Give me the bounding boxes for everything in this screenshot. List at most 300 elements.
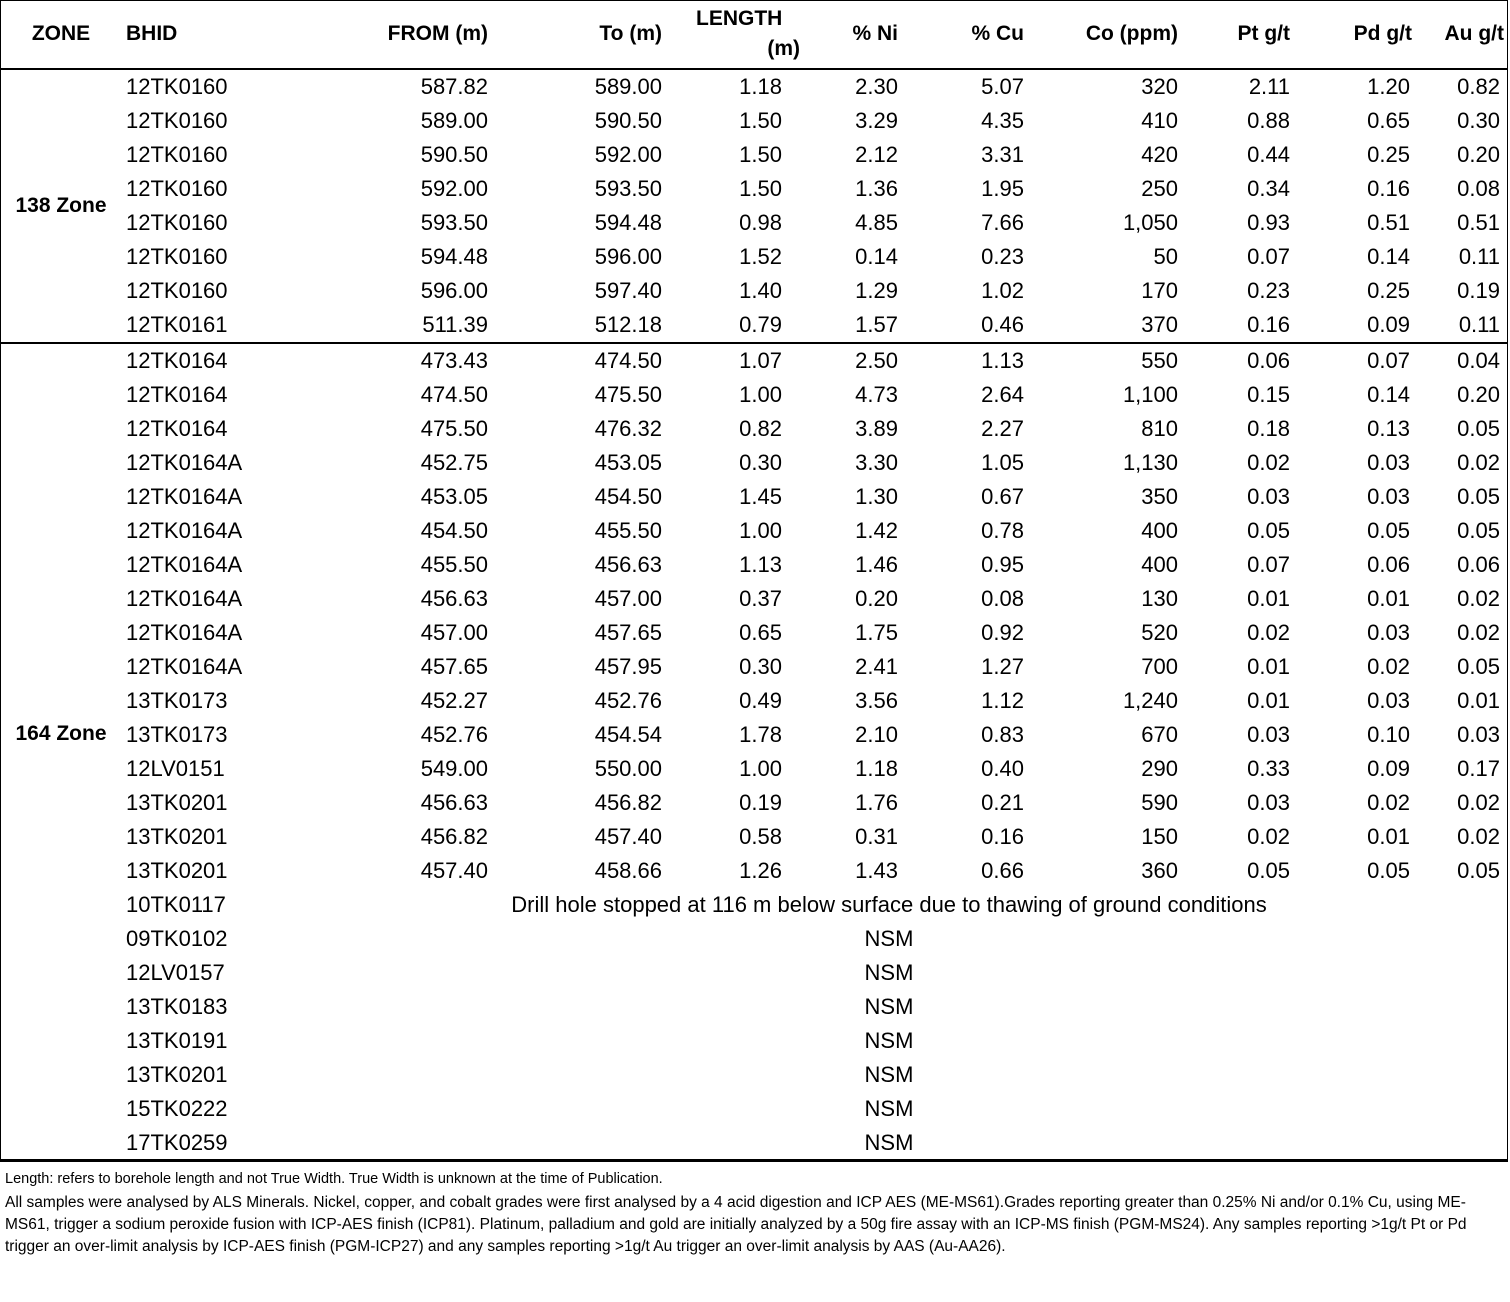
cell-from: 452.76 (420, 722, 488, 747)
table-row (0, 412, 1508, 446)
cell-co: 400 (1141, 518, 1178, 543)
cell-ni: 0.31 (855, 824, 898, 849)
cell-pd: 0.01 (1367, 586, 1410, 611)
cell-length: 1.00 (739, 756, 782, 781)
cell-length: 1.13 (739, 552, 782, 577)
cell-bhid: 12TK0164 (126, 416, 228, 441)
cell-cu: 0.40 (981, 756, 1024, 781)
cell-au: 0.02 (1457, 620, 1500, 645)
cell-from: 549.00 (420, 756, 488, 781)
cell-au: 0.04 (1457, 348, 1500, 373)
table-row (0, 138, 1508, 172)
table-row-note (0, 1126, 1508, 1161)
cell-from: 590.50 (420, 142, 488, 167)
cell-cu: 5.07 (981, 74, 1024, 99)
cell-au: 0.30 (1457, 108, 1500, 133)
cell-remark: NSM (864, 1028, 914, 1053)
cell-co: 1,240 (1122, 688, 1178, 713)
header-zone: ZONE (0, 0, 122, 69)
cell-au: 0.19 (1457, 278, 1500, 303)
cell-from: 456.63 (420, 790, 488, 815)
cell-pd: 0.07 (1367, 348, 1410, 373)
cell-cu: 1.95 (981, 176, 1024, 201)
cell-ni: 1.46 (855, 552, 898, 577)
cell-cu: 1.02 (981, 278, 1024, 303)
cell-length: 1.26 (739, 858, 782, 883)
cell-pd: 0.06 (1367, 552, 1410, 577)
cell-co: 1,130 (1122, 450, 1178, 475)
cell-ni: 2.30 (855, 74, 898, 99)
cell-bhid: 12TK0164 (126, 348, 228, 373)
cell-remark: NSM (864, 1062, 914, 1087)
cell-bhid: 12TK0164A (126, 484, 243, 509)
cell-pd: 0.03 (1367, 620, 1410, 645)
table-row (0, 104, 1508, 138)
cell-cu: 1.05 (981, 450, 1024, 475)
cell-pt: 0.15 (1247, 382, 1290, 407)
cell-pd: 0.25 (1367, 278, 1410, 303)
table-row (0, 582, 1508, 616)
header-row (0, 0, 1508, 69)
cell-pt: 0.23 (1247, 278, 1290, 303)
cell-ni: 1.76 (855, 790, 898, 815)
cell-cu: 0.16 (981, 824, 1024, 849)
table-row-note (0, 922, 1508, 956)
cell-length: 1.00 (739, 382, 782, 407)
cell-length: 1.45 (739, 484, 782, 509)
table-row (0, 684, 1508, 718)
table-row (0, 548, 1508, 582)
cell-ni: 3.29 (855, 108, 898, 133)
cell-co: 1,050 (1122, 210, 1178, 235)
cell-bhid: 13TK0201 (126, 1062, 228, 1087)
cell-length: 1.78 (739, 722, 782, 747)
cell-length: 1.52 (739, 244, 782, 269)
cell-from: 453.05 (420, 484, 488, 509)
cell-ni: 2.50 (855, 348, 898, 373)
cell-au: 0.02 (1457, 790, 1500, 815)
cell-from: 456.63 (420, 586, 488, 611)
cell-bhid: 09TK0102 (126, 926, 228, 951)
cell-from: 593.50 (420, 210, 488, 235)
cell-to: 457.65 (594, 620, 662, 645)
cell-pd: 0.02 (1367, 654, 1410, 679)
table-row (0, 480, 1508, 514)
cell-ni: 1.57 (810, 308, 932, 343)
header-co: Co (ppm) (1052, 0, 1192, 69)
cell-pd: 0.13 (1367, 416, 1410, 441)
cell-pt: 0.05 (1247, 518, 1290, 543)
cell-pt: 0.44 (1247, 142, 1290, 167)
cell-ni: 4.73 (855, 382, 898, 407)
cell-to: 457.00 (594, 586, 662, 611)
header-cu: % Cu (932, 0, 1052, 69)
cell-bhid: 12TK0161 (122, 308, 270, 343)
cell-pt: 0.01 (1247, 586, 1290, 611)
cell-ni: 1.30 (855, 484, 898, 509)
cell-to: 594.48 (594, 210, 662, 235)
table-row-note (0, 990, 1508, 1024)
cell-from: 457.40 (420, 858, 488, 883)
cell-pd: 0.03 (1367, 484, 1410, 509)
cell-length: 1.50 (739, 108, 782, 133)
cell-co: 550 (1141, 348, 1178, 373)
cell-to: 455.50 (594, 518, 662, 543)
cell-remark: NSM (864, 926, 914, 951)
cell-co: 50 (1153, 244, 1178, 269)
cell-cu: 0.23 (981, 244, 1024, 269)
cell-bhid: 13TK0201 (126, 824, 228, 849)
cell-from: 592.00 (420, 176, 488, 201)
cell-to: 452.76 (594, 688, 662, 713)
cell-pt: 0.34 (1247, 176, 1290, 201)
cell-bhid: 12TK0164 (126, 382, 228, 407)
cell-ni: 3.30 (855, 450, 898, 475)
header-bhid: BHID (122, 0, 270, 69)
cell-pd: 0.51 (1367, 210, 1410, 235)
cell-pt: 0.02 (1247, 620, 1290, 645)
cell-co: 170 (1141, 278, 1178, 303)
cell-bhid: 17TK0259 (122, 1126, 270, 1161)
cell-cu: 0.95 (981, 552, 1024, 577)
table-row (0, 274, 1508, 308)
cell-from: 457.00 (420, 620, 488, 645)
cell-co: 130 (1141, 586, 1178, 611)
cell-pd: 0.02 (1367, 790, 1410, 815)
header-to: To (m) (516, 0, 688, 69)
cell-remark: Drill hole stopped at 116 m below surface due to thawing of ground conditions (511, 892, 1267, 917)
cell-bhid: 12TK0164A (126, 586, 243, 611)
cell-to: 458.66 (594, 858, 662, 883)
table-row (0, 446, 1508, 480)
cell-to: 512.18 (516, 308, 688, 343)
cell-ni: 2.10 (855, 722, 898, 747)
cell-pd: 0.01 (1367, 824, 1410, 849)
table-row (0, 650, 1508, 684)
cell-cu: 0.83 (981, 722, 1024, 747)
cell-remark: NSM (864, 1096, 914, 1121)
cell-from: 456.82 (420, 824, 488, 849)
cell-remark: NSM (864, 994, 914, 1019)
cell-ni: 1.29 (855, 278, 898, 303)
cell-bhid: 12LV0157 (126, 960, 225, 985)
cell-pd: 0.09 (1318, 308, 1438, 343)
cell-pt: 0.88 (1247, 108, 1290, 133)
cell-cu: 0.46 (932, 308, 1052, 343)
zone-label: 164 Zone (0, 343, 122, 1161)
cell-pt: 0.07 (1247, 244, 1290, 269)
cell-pd: 0.09 (1367, 756, 1410, 781)
cell-co: 590 (1141, 790, 1178, 815)
cell-pt: 0.06 (1247, 348, 1290, 373)
cell-to: 457.40 (594, 824, 662, 849)
cell-au: 0.20 (1457, 142, 1500, 167)
cell-to: 592.00 (594, 142, 662, 167)
cell-co: 400 (1141, 552, 1178, 577)
cell-from: 587.82 (420, 74, 488, 99)
cell-length: 1.40 (739, 278, 782, 303)
cell-from: 452.75 (420, 450, 488, 475)
cell-cu: 0.08 (981, 586, 1024, 611)
table-row (0, 820, 1508, 854)
cell-co: 1,100 (1122, 382, 1178, 407)
cell-cu: 3.31 (981, 142, 1024, 167)
cell-pt: 0.02 (1247, 450, 1290, 475)
cell-bhid: 12TK0160 (126, 244, 228, 269)
cell-bhid: 13TK0173 (126, 722, 228, 747)
table-row (0, 172, 1508, 206)
cell-co: 360 (1141, 858, 1178, 883)
cell-co: 150 (1141, 824, 1178, 849)
cell-ni: 3.56 (855, 688, 898, 713)
zone-label: 138 Zone (0, 69, 122, 343)
footnote-length: Length: refers to borehole length and not True Width. True Width is unknown at the time of Publication. (5, 1171, 663, 1187)
cell-au: 0.05 (1457, 858, 1500, 883)
table-row-note (0, 1024, 1508, 1058)
cell-to: 456.82 (594, 790, 662, 815)
cell-to: 474.50 (594, 348, 662, 373)
cell-pt: 0.03 (1247, 722, 1290, 747)
cell-pt: 2.11 (1248, 74, 1290, 99)
header-pt: Pt g/t (1192, 0, 1318, 69)
cell-from: 473.43 (420, 348, 488, 373)
cell-pd: 0.65 (1367, 108, 1410, 133)
cell-to: 596.00 (594, 244, 662, 269)
cell-cu: 0.78 (981, 518, 1024, 543)
cell-pt: 0.33 (1247, 756, 1290, 781)
cell-bhid: 12TK0160 (126, 74, 228, 99)
table-row (0, 514, 1508, 548)
cell-remark: NSM (270, 1126, 1508, 1161)
cell-bhid: 12TK0164A (126, 654, 243, 679)
cell-to: 475.50 (594, 382, 662, 407)
cell-pt: 0.93 (1247, 210, 1290, 235)
cell-au: 0.02 (1457, 586, 1500, 611)
cell-ni: 0.20 (855, 586, 898, 611)
cell-au: 0.01 (1457, 688, 1500, 713)
cell-from: 511.39 (270, 308, 516, 343)
cell-bhid: 13TK0201 (126, 790, 228, 815)
cell-to: 457.95 (594, 654, 662, 679)
cell-ni: 4.85 (855, 210, 898, 235)
cell-bhid: 10TK0117 (126, 892, 226, 917)
table-row (0, 752, 1508, 786)
cell-pd: 0.05 (1367, 518, 1410, 543)
cell-length: 1.50 (739, 176, 782, 201)
header-length-line1: LENGTH (696, 7, 783, 30)
header-length (688, 0, 810, 69)
cell-co: 520 (1141, 620, 1178, 645)
cell-from: 474.50 (420, 382, 488, 407)
cell-bhid: 12TK0164A (126, 518, 243, 543)
cell-length: 0.82 (739, 416, 782, 441)
cell-co: 370 (1052, 308, 1192, 343)
cell-pt: 0.01 (1247, 688, 1290, 713)
cell-bhid: 12TK0164A (126, 620, 243, 645)
cell-co: 250 (1141, 176, 1178, 201)
cell-ni: 1.42 (855, 518, 898, 543)
table-row (0, 616, 1508, 650)
cell-au: 0.05 (1457, 416, 1500, 441)
cell-cu: 0.67 (981, 484, 1024, 509)
cell-au: 0.02 (1457, 824, 1500, 849)
footnotes (5, 1168, 1505, 1258)
cell-from: 455.50 (420, 552, 488, 577)
cell-remark: NSM (864, 960, 914, 985)
cell-au: 0.11 (1438, 308, 1508, 343)
cell-length: 0.30 (739, 450, 782, 475)
header-pd: Pd g/t (1318, 0, 1438, 69)
cell-ni: 0.14 (855, 244, 898, 269)
cell-cu: 1.12 (981, 688, 1024, 713)
cell-bhid: 12TK0160 (126, 278, 228, 303)
cell-ni: 3.89 (855, 416, 898, 441)
cell-pd: 1.20 (1367, 74, 1410, 99)
cell-bhid: 12TK0164A (126, 552, 243, 577)
table-row-note (0, 888, 1508, 922)
cell-co: 810 (1141, 416, 1178, 441)
cell-to: 597.40 (594, 278, 662, 303)
table-row (0, 206, 1508, 240)
cell-length: 0.49 (739, 688, 782, 713)
header-ni: % Ni (810, 0, 932, 69)
cell-to: 550.00 (594, 756, 662, 781)
cell-au: 0.05 (1457, 484, 1500, 509)
cell-pt: 0.03 (1247, 484, 1290, 509)
cell-cu: 0.92 (981, 620, 1024, 645)
cell-bhid: 15TK0222 (126, 1096, 228, 1121)
cell-cu: 2.64 (981, 382, 1024, 407)
cell-co: 670 (1141, 722, 1178, 747)
cell-length: 0.98 (739, 210, 782, 235)
footnote-analysis: All samples were analysed by ALS Minerals. Nickel, copper, and cobalt grades were first analysed by a 4 acid digestion and ICP AES (ME-MS61).Grades reporting greater than 0.25% Ni and/or 0.1% Cu, using ME-MS61, trigger a sodium peroxide fusion with ICP-AES finish (ICP81). Platinum, palladium and gold are initially analyzed by a 50g fire assay with an ICP-MS finish (PGM-MS24). Any samples reporting >1g/t Pt or Pd trigger an over-limit analysis by ICP-AES finish (PGM-ICP27) and any samples reporting >1g/t Au trigger an over-limit analysis by AAS (Au-AA26). (5, 1194, 1467, 1255)
cell-au: 0.82 (1457, 74, 1500, 99)
cell-length: 0.79 (688, 308, 810, 343)
cell-ni: 1.75 (855, 620, 898, 645)
table-row (0, 240, 1508, 274)
cell-to: 454.50 (594, 484, 662, 509)
cell-pt: 0.05 (1247, 858, 1290, 883)
cell-co: 410 (1141, 108, 1178, 133)
cell-cu: 1.27 (981, 654, 1024, 679)
cell-cu: 7.66 (981, 210, 1024, 235)
cell-length: 0.65 (739, 620, 782, 645)
cell-pt: 0.07 (1247, 552, 1290, 577)
table-row-note (0, 1058, 1508, 1092)
cell-cu: 1.13 (981, 348, 1024, 373)
cell-length: 0.58 (739, 824, 782, 849)
cell-length: 0.30 (739, 654, 782, 679)
cell-pd: 0.25 (1367, 142, 1410, 167)
cell-cu: 4.35 (981, 108, 1024, 133)
cell-pd: 0.14 (1367, 244, 1410, 269)
table-row (0, 308, 1508, 343)
cell-pt: 0.16 (1192, 308, 1318, 343)
cell-length: 1.18 (739, 74, 782, 99)
cell-length: 0.37 (739, 586, 782, 611)
cell-co: 290 (1141, 756, 1178, 781)
cell-au: 0.05 (1457, 654, 1500, 679)
cell-pd: 0.16 (1367, 176, 1410, 201)
cell-au: 0.11 (1458, 244, 1500, 269)
cell-au: 0.03 (1457, 722, 1500, 747)
cell-from: 457.65 (420, 654, 488, 679)
cell-bhid: 12TK0160 (126, 108, 228, 133)
header-au: Au g/t (1438, 0, 1508, 69)
cell-bhid: 12TK0160 (126, 142, 228, 167)
header-from: FROM (m) (270, 0, 516, 69)
cell-length: 1.07 (739, 348, 782, 373)
cell-pt: 0.18 (1247, 416, 1290, 441)
cell-au: 0.02 (1457, 450, 1500, 475)
cell-pd: 0.03 (1367, 688, 1410, 713)
cell-pd: 0.10 (1367, 722, 1410, 747)
cell-bhid: 13TK0183 (126, 994, 228, 1019)
cell-to: 454.54 (594, 722, 662, 747)
cell-ni: 2.41 (855, 654, 898, 679)
cell-pt: 0.01 (1247, 654, 1290, 679)
cell-bhid: 13TK0191 (126, 1028, 228, 1053)
cell-co: 320 (1141, 74, 1178, 99)
table-row (0, 854, 1508, 888)
cell-au: 0.05 (1457, 518, 1500, 543)
table-row (0, 378, 1508, 412)
cell-to: 476.32 (594, 416, 662, 441)
table-row-note (0, 956, 1508, 990)
cell-pd: 0.03 (1367, 450, 1410, 475)
cell-bhid: 12LV0151 (126, 756, 225, 781)
cell-to: 589.00 (594, 74, 662, 99)
cell-from: 475.50 (420, 416, 488, 441)
cell-from: 454.50 (420, 518, 488, 543)
cell-ni: 1.43 (855, 858, 898, 883)
header-length-line2: (m) (767, 37, 800, 60)
table-row (0, 786, 1508, 820)
cell-ni: 2.12 (855, 142, 898, 167)
cell-bhid: 13TK0173 (126, 688, 228, 713)
cell-au: 0.06 (1457, 552, 1500, 577)
cell-from: 589.00 (420, 108, 488, 133)
cell-ni: 1.36 (855, 176, 898, 201)
cell-cu: 0.66 (981, 858, 1024, 883)
cell-pt: 0.02 (1247, 824, 1290, 849)
table-row (0, 343, 1508, 378)
cell-au: 0.08 (1457, 176, 1500, 201)
cell-bhid: 13TK0201 (126, 858, 228, 883)
cell-au: 0.51 (1457, 210, 1500, 235)
cell-to: 590.50 (594, 108, 662, 133)
cell-length: 1.00 (739, 518, 782, 543)
cell-from: 452.27 (420, 688, 488, 713)
cell-length: 1.50 (739, 142, 782, 167)
cell-au: 0.17 (1457, 756, 1500, 781)
cell-bhid: 12TK0160 (126, 176, 228, 201)
table-row (0, 69, 1508, 104)
cell-pd: 0.14 (1367, 382, 1410, 407)
table-row-note (0, 1092, 1508, 1126)
cell-to: 456.63 (594, 552, 662, 577)
cell-cu: 2.27 (981, 416, 1024, 441)
cell-co: 420 (1141, 142, 1178, 167)
cell-from: 594.48 (420, 244, 488, 269)
cell-cu: 0.21 (981, 790, 1024, 815)
cell-bhid: 12TK0160 (126, 210, 228, 235)
cell-co: 350 (1141, 484, 1178, 509)
cell-co: 700 (1141, 654, 1178, 679)
cell-au: 0.20 (1457, 382, 1500, 407)
cell-length: 0.19 (739, 790, 782, 815)
cell-to: 593.50 (594, 176, 662, 201)
